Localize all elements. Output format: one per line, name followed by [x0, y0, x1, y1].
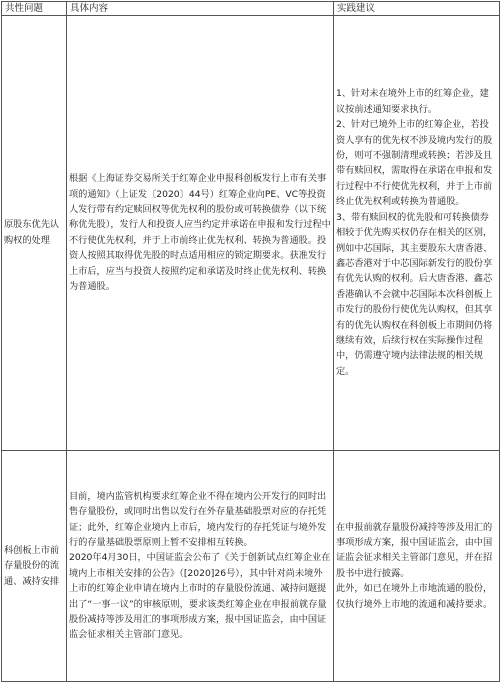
- table-row: [2, 450, 500, 681]
- advice-paragraph: 在申报前就存量股份减持等涉及用汇的事项形成方案，报中国证监会，由中国证监会征求相关主管部门意见，并在招股书中进行披露。: [336, 521, 493, 579]
- row-content: [67, 450, 334, 681]
- table-row: [2, 16, 500, 451]
- header-common-issue: 共性问题: [2, 2, 67, 16]
- advice-paragraph: 2、针对已境外上市的红筹企业，若投资人享有的优先权不涉及境内发行的股份，则可不强制清理或转换；若涉及且带有赎回权，需取得在承诺在申报和发行过程中不行使优先权利，并于上市前终止优先权利或转换为普通股。: [336, 119, 493, 208]
- row-advice: [334, 16, 500, 451]
- content-paragraph: 根据《上海证券交易所关于红筹企业申报科创板发行上市有关事项的通知》（上证发〔2020〕44号）红筹企业向PE、VC等投资人发行带有约定赎回权等优先权利的股份或可转换债券（以下统称优先股），发行人和投资人应当约定并承诺在申报和发行过程中不行使优先权利，并于上市前终止优先权利、转换为普通股。投资人按照其取得优先股的时点适用相应的锁定期要求。获准发行上市后，应当与投资人按照约定和承诺及时终止优先权利、转换为普通股。: [69, 173, 331, 293]
- advice-paragraph: 此外，如已在境外上市地流通的股份，仅执行境外上市地的流通和减持要求。: [336, 583, 493, 610]
- content-paragraph: 目前，境内监管机构要求红筹企业不得在境内公开发行的同时出售存量股份，或同时出售以发行在外存量基础股票对应的存托凭证；此外，红筹企业境内上市后，境内发行的存托凭证与境外发行的存量基础股票原则上暂不安排相互转换。: [69, 490, 327, 548]
- header-practice-advice: 实践建议: [334, 2, 500, 16]
- row-topic: 科创板上市前存量股份的流通、减持安排: [2, 450, 67, 681]
- advice-paragraph: 1、针对未在境外上市的红筹企业，建议按前述通知要求执行。: [336, 88, 489, 115]
- advice-paragraph: 3、带有赎回权的优先股和可转换债券相较于优先购买权仍存在相关的区别，例如中芯国际，其主要股东大唐香港、鑫芯香港对于中芯国际新发行的股份享有优先认购的权利。后大唐香港、鑫芯香港确认不会就中芯国际本次科创板上市发行的股份行使优先认购权，但其享有的优先认购权在科创板上市期间仍将继续有效，后续行权在实际操作过程中，仍需遵守境内法律法规的相关规定。: [336, 211, 493, 377]
- header-specific-content: 具体内容: [67, 2, 334, 16]
- row-topic: 原股东优先认购权的处理: [2, 16, 67, 451]
- content-paragraph: 2020年4月30日，中国证监会公布了《关于创新试点红筹企业在境内上市相关安排的公告》（[2020]26号），其中针对尚未境外上市的红筹企业申请在境内上市时的存量股份流通、减持问题提出了“一事一议”的审核原则，要求该类红筹企业在申报前就存量股份减持等涉及用汇的事项形成方案，报中国证监会，由中国证监会征求相关主管部门意见。: [69, 552, 331, 641]
- row-advice: [334, 450, 500, 681]
- table-header-row: [2, 2, 500, 16]
- row-content: [67, 16, 334, 451]
- practice-table: [1, 1, 500, 682]
